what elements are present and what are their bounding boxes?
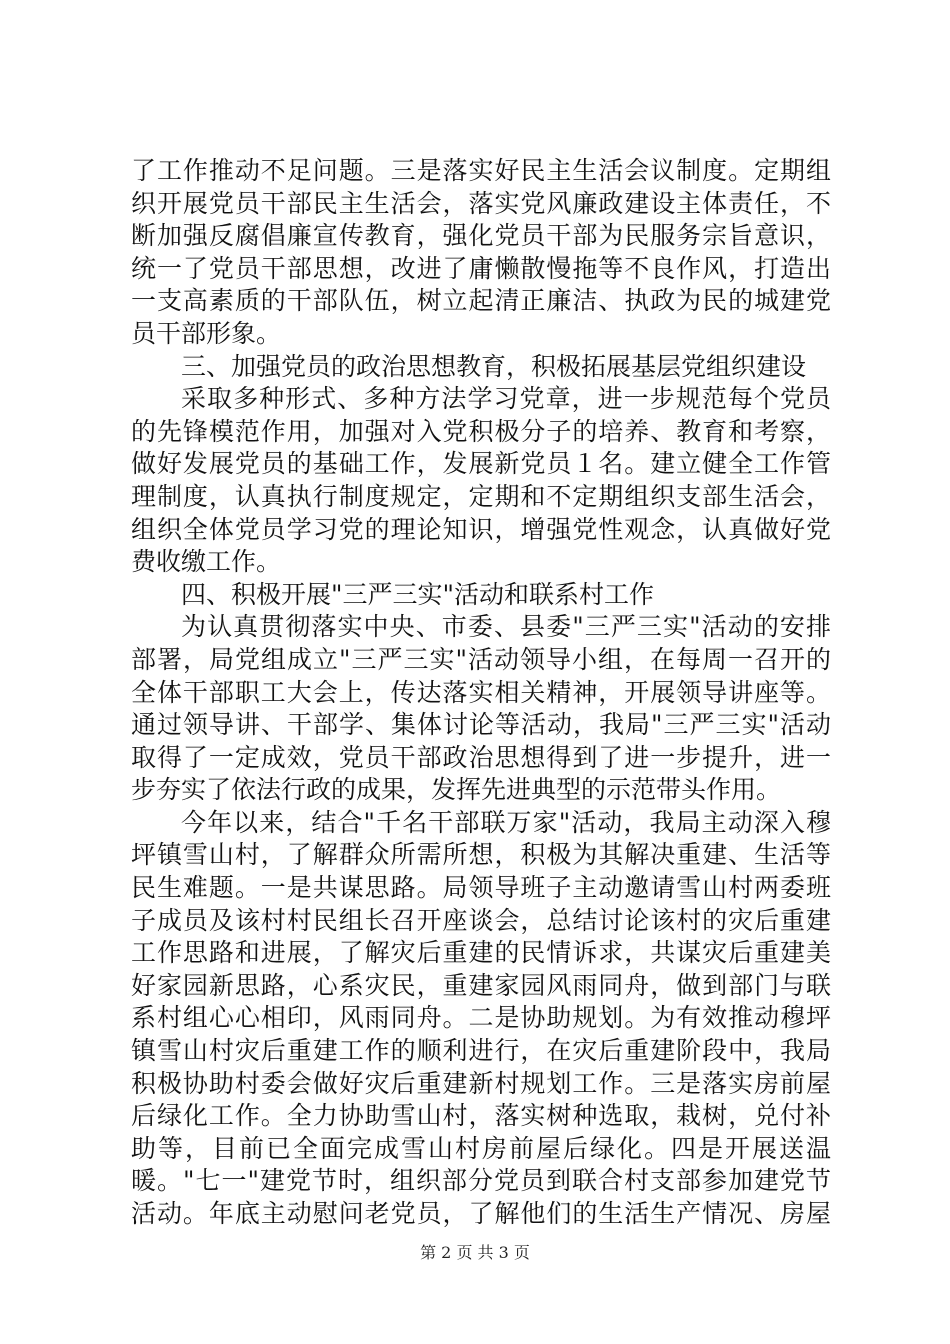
text-line: 暖。"七一"建党节时，组织部分党员到联合村支部参加建党节	[131, 1166, 831, 1196]
text-line: 今年以来，结合"千名干部联万家"活动，我局主动深入穆	[181, 807, 831, 837]
text-line: 统一了党员干部思想，改进了庸懒散慢拖等不良作风，打造出	[131, 253, 831, 283]
text-line: 积极协助村委会做好灾后重建新村规划工作。三是落实房前屋	[131, 1068, 831, 1098]
text-line: 的先锋模范作用，加强对入党积极分子的培养、教育和考察，	[131, 416, 831, 446]
text-line: 取得了一定成效，党员干部政治思想得到了进一步提升，进一	[131, 742, 831, 772]
text-line: 后绿化工作。全力协助雪山村，落实树种选取，栽树，兑付补	[131, 1101, 831, 1131]
text-line: 通过领导讲、干部学、集体讨论等活动，我局"三严三实"活动	[131, 710, 831, 740]
text-line: 好家园新思路，心系灾民，重建家园风雨同舟，做到部门与联	[131, 970, 831, 1000]
text-line: 民生难题。一是共谋思路。局领导班子主动邀请雪山村两委班	[131, 873, 831, 903]
text-line: 了工作推动不足问题。三是落实好民主生活会议制度。定期组	[131, 156, 831, 185]
text-line: 织开展党员干部民主生活会，落实党风廉政建设主体责任，不	[131, 188, 831, 218]
page-footer: 第 2 页 共 3 页	[420, 1243, 530, 1262]
document-body	[131, 155, 831, 1231]
text-line: 采取多种形式、多种方法学习党章，进一步规范每个党员	[181, 384, 831, 414]
text-line: 工作思路和进展，了解灾后重建的民情诉求，共谋灾后重建美	[131, 938, 831, 968]
text-line: 子成员及该村村民组长召开座谈会，总结讨论该村的灾后重建	[131, 905, 831, 935]
text-line: 系村组心心相印，风雨同舟。二是协助规划。为有效推动穆坪	[131, 1003, 831, 1033]
text-line: 助等，目前已全面完成雪山村房前屋后绿化。四是开展送温	[131, 1133, 831, 1163]
text-line: 一支高素质的干部队伍，树立起清正廉洁、执政为民的城建党	[131, 286, 831, 316]
text-line: 三、加强党员的政治思想教育，积极拓展基层党组织建设	[181, 351, 807, 381]
text-line: 镇雪山村灾后重建工作的顺利进行，在灾后重建阶段中，我局	[131, 1036, 831, 1066]
text-line: 做好发展党员的基础工作，发展新党员１名。建立健全工作管	[131, 449, 831, 479]
text-line: 全体干部职工大会上，传达落实相关精神，开展领导讲座等。	[131, 677, 831, 707]
text-line: 员干部形象。	[131, 318, 282, 348]
text-line: 四、积极开展"三严三实"活动和联系村工作	[181, 579, 654, 609]
text-line: 坪镇雪山村，了解群众所需所想，积极为其解决重建、生活等	[131, 840, 831, 870]
text-line: 理制度，认真执行制度规定，定期和不定期组织支部生活会，	[131, 481, 831, 511]
text-line: 活动。年底主动慰问老党员，了解他们的生活生产情况、房屋	[131, 1199, 831, 1228]
text-line: 部署，局党组成立"三严三实"活动领导小组，在每周一召开的	[131, 644, 831, 674]
text-line: 断加强反腐倡廉宣传教育，强化党员干部为民服务宗旨意识，	[131, 221, 831, 251]
text-line: 为认真贯彻落实中央、市委、县委"三严三实"活动的安排	[181, 612, 831, 642]
text-line: 步夯实了依法行政的成果，发挥先进典型的示范带头作用。	[131, 775, 782, 805]
text-line: 费收缴工作。	[131, 547, 282, 577]
text-line: 组织全体党员学习党的理论知识，增强党性观念，认真做好党	[131, 514, 831, 544]
